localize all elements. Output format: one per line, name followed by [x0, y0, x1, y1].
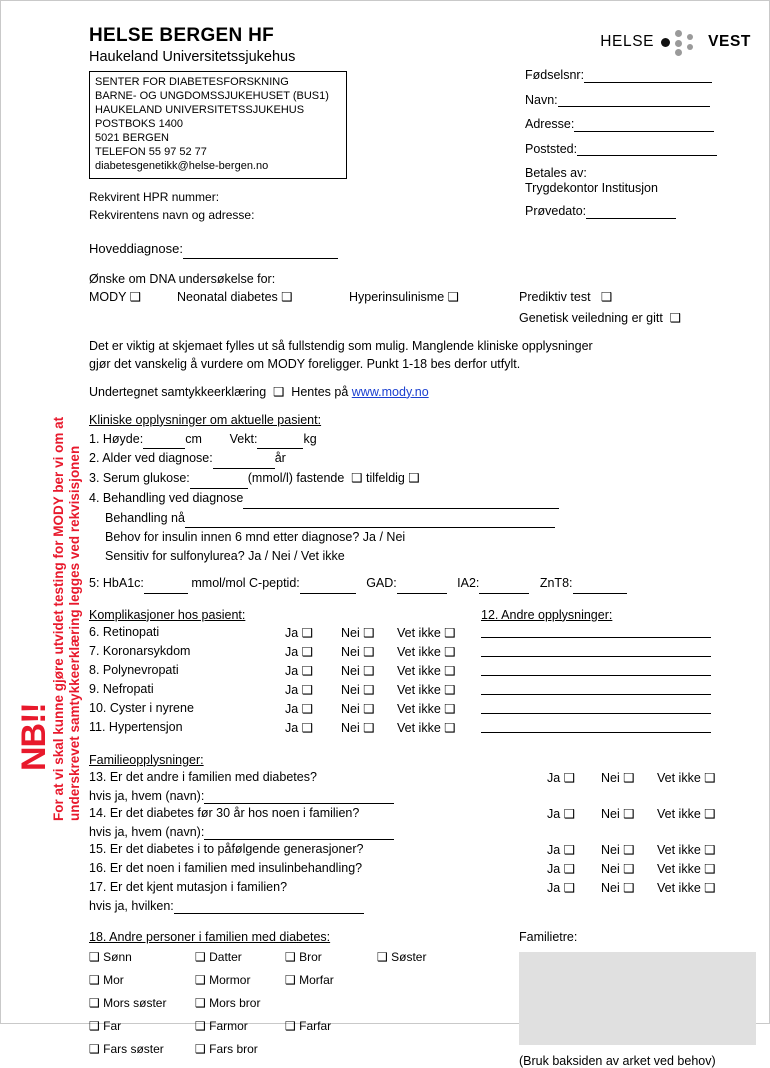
checkbox-ja[interactable]: Ja ❑	[285, 624, 313, 640]
relatives-row	[89, 973, 479, 996]
checkbox-vet-ikke[interactable]: Vet ikke ❑	[397, 700, 456, 716]
other-info-line[interactable]	[481, 701, 711, 714]
checkbox-vet-ikke[interactable]: Vet ikke ❑	[657, 860, 716, 876]
other-info-line[interactable]	[481, 720, 711, 733]
checkbox-vet-ikke[interactable]: Vet ikke ❑	[657, 805, 716, 821]
other-info-title: 12. Andre opplysninger:	[481, 607, 613, 622]
checkbox-nei[interactable]: Nei ❑	[601, 841, 635, 857]
checkbox-fars-soster[interactable]: ❑ Fars søster	[89, 1041, 164, 1056]
checkbox-vet-ikke[interactable]: Vet ikke ❑	[657, 841, 716, 857]
betales-av-label: Betales av:	[525, 166, 587, 180]
logo-dots-icon	[661, 29, 701, 55]
question-label: 16. Er det noen i familien med insulinbehandling?	[89, 860, 363, 875]
family-14-hvis[interactable]: hvis ja, hvem (navn):	[89, 825, 751, 840]
relatives-section	[89, 929, 751, 1068]
clinical-row-4b[interactable]: Behandling nå	[89, 509, 751, 529]
form-content	[89, 25, 751, 1068]
clinical-row-3[interactable]: 3. Serum glukose: (mmol/l) fastende ❑ tilfeldig ❑	[89, 469, 751, 489]
question-label: 14. Er det diabetes før 30 år hos noen i familien?	[89, 805, 360, 820]
relatives-row	[89, 950, 479, 973]
checkbox-nei[interactable]: Nei ❑	[341, 681, 375, 697]
lab-values-row[interactable]: 5: HbA1c: mmol/mol C-peptid: GAD: IA2: ZnT8:	[89, 574, 751, 594]
field-provedato[interactable]: Prøvedato:	[525, 205, 751, 219]
checkbox-farfar[interactable]: ❑ Farfar	[285, 1018, 332, 1033]
checkbox-bror[interactable]: ❑ Bror	[285, 949, 322, 964]
family-section-title: Familieopplysninger:	[89, 752, 204, 767]
address-line: POSTBOKS 1400	[95, 118, 184, 131]
relatives-title: 18. Andre personer i familien med diabetes:	[89, 929, 331, 944]
checkbox-vet-ikke[interactable]: Vet ikke ❑	[397, 719, 456, 735]
family-question-16	[89, 861, 751, 880]
address-email: diabetesgenetikk@helse-bergen.no	[95, 160, 269, 173]
logo-word-vest: VEST	[708, 33, 751, 50]
clinical-row-4[interactable]: 4. Behandling ved diagnose	[89, 489, 751, 509]
checkbox-nei[interactable]: Nei ❑	[601, 805, 635, 821]
consent-line: Undertegnet samtykkeerklæring ❑ Hentes på www.mody.no	[89, 383, 429, 399]
checkbox-ja[interactable]: Ja ❑	[547, 879, 575, 895]
org-subtitle: Haukeland Universitetssjukehus	[89, 49, 296, 65]
field-adresse[interactable]: Adresse:	[525, 118, 751, 132]
clinical-section-title: Kliniske opplysninger om aktuelle pasient:	[89, 412, 322, 427]
question-label: 17. Er det kjent mutasjon i familien?	[89, 879, 288, 894]
hoveddiagnose-field[interactable]: Hoveddiagnose:	[89, 239, 751, 260]
relatives-row	[89, 996, 479, 1019]
nb-note-line-2: underskrevet samtykkeerklæring legges ved rekvisisjonen	[67, 445, 82, 821]
consent-hentes: Hentes på	[291, 384, 349, 399]
checkbox-ja[interactable]: Ja ❑	[285, 719, 313, 735]
checkbox-nei[interactable]: Nei ❑	[341, 719, 375, 735]
nb-note-line-1: For at vi skal kunne gjøre utvidet testing for MODY ber vi om at	[51, 416, 66, 821]
helse-vest-logo	[600, 29, 751, 55]
family-question-15	[89, 842, 751, 861]
checkbox-mormor[interactable]: ❑ Mormor	[195, 972, 251, 987]
field-poststed[interactable]: Poststed:	[525, 143, 751, 157]
address-line: TELEFON 55 97 52 77	[95, 146, 207, 159]
other-info-line[interactable]	[481, 644, 711, 657]
nb-sidebar	[9, 1, 82, 1025]
checkbox-vet-ikke[interactable]: Vet ikke ❑	[397, 624, 456, 640]
field-navn[interactable]: Navn:	[525, 94, 751, 108]
clinical-row-insulin[interactable]: Behov for insulin innen 6 mnd etter diagnose? Ja / Nei	[105, 530, 406, 545]
table-row	[89, 720, 751, 739]
complication-label: 11. Hypertensjon	[89, 719, 183, 734]
address-line: HAUKELAND UNIVERSITETSSJUKEHUS	[95, 104, 305, 117]
checkbox-hyperinsulinisme[interactable]: Hyperinsulinisme ❑	[349, 289, 459, 305]
checkbox-ja[interactable]: Ja ❑	[285, 681, 313, 697]
clinical-lines	[89, 430, 751, 566]
checkbox-far[interactable]: ❑ Far	[89, 1018, 122, 1033]
org-title: HELSE BERGEN HF	[89, 25, 275, 46]
family-question-13	[89, 770, 751, 789]
mody-website-link[interactable]: www.mody.no	[351, 384, 429, 399]
familietre-note: (Bruk baksiden av arket ved behov)	[519, 1053, 716, 1068]
checkbox-vet-ikke[interactable]: Vet ikke ❑	[397, 681, 456, 697]
notice-line-2: gjør det vanskelig å vurdere om MODY foreligger. Punkt 1-18 bes derfor utfylt.	[89, 356, 521, 371]
checkbox-datter[interactable]: ❑ Datter	[195, 949, 242, 964]
dna-options-row	[89, 289, 751, 308]
checkbox-vet-ikke[interactable]: Vet ikke ❑	[657, 769, 716, 785]
checkbox-nei[interactable]: Nei ❑	[601, 860, 635, 876]
hpr-number-field[interactable]: Rekvirent HPR nummer:	[89, 189, 220, 204]
notice-paragraph	[89, 338, 751, 374]
checkbox-ja[interactable]: Ja ❑	[285, 662, 313, 678]
checkbox-ja[interactable]: Ja ❑	[285, 643, 313, 659]
betales-av-options[interactable]: Trygdekontor Institusjon	[525, 180, 658, 195]
dna-request-title: Ønske om DNA undersøkelse for:	[89, 272, 276, 287]
relatives-row	[89, 1042, 479, 1065]
checkbox-ja[interactable]: Ja ❑	[547, 860, 575, 876]
checkbox-mors-soster[interactable]: ❑ Mors søster	[89, 995, 167, 1010]
complications-title: Komplikasjoner hos pasient:	[89, 607, 246, 622]
checkbox-mor[interactable]: ❑ Mor	[89, 972, 124, 987]
family-13-hvis[interactable]: hvis ja, hvem (navn):	[89, 789, 751, 804]
family-question-14	[89, 806, 751, 825]
table-row	[89, 663, 751, 682]
nb-exclamation: NB!!	[15, 703, 53, 771]
complication-label: 7. Koronarsykdom	[89, 643, 191, 658]
relatives-row	[89, 1019, 479, 1042]
checkbox-morfar[interactable]: ❑ Morfar	[285, 972, 334, 987]
clinical-row-1[interactable]: 1. Høyde: cm Vekt: kg	[89, 430, 751, 450]
checkbox-nei[interactable]: Nei ❑	[341, 624, 375, 640]
clinical-row-sulfonylurea[interactable]: Sensitiv for sulfonylurea? Ja / Nei / Vet ikke	[105, 549, 345, 564]
other-info-line[interactable]	[481, 682, 711, 695]
question-label: 15. Er det diabetes i to påfølgende generasjoner?	[89, 841, 364, 856]
checkbox-neonatal-diabetes[interactable]: Neonatal diabetes ❑	[177, 289, 293, 305]
checkbox-vet-ikke[interactable]: Vet ikke ❑	[657, 879, 716, 895]
checkbox-ja[interactable]: Ja ❑	[285, 700, 313, 716]
complication-label: 8. Polynevropati	[89, 662, 179, 677]
checkbox-genetisk-veiledning[interactable]: Genetisk veiledning er gitt ❑	[519, 310, 682, 326]
other-info-line[interactable]	[481, 663, 711, 676]
checkbox-nei[interactable]: Nei ❑	[601, 879, 635, 895]
table-row	[89, 644, 751, 663]
checkbox-ja[interactable]: Ja ❑	[547, 769, 575, 785]
complication-label: 6. Retinopati	[89, 624, 160, 639]
clinical-row-2[interactable]: 2. Alder ved diagnose: år	[89, 449, 751, 469]
other-info-line[interactable]	[481, 625, 711, 638]
address-line: SENTER FOR DIABETESFORSKNING	[95, 76, 289, 88]
logo-word-helse: HELSE	[600, 33, 655, 50]
checkbox-nei[interactable]: Nei ❑	[601, 769, 635, 785]
complication-label: 9. Nefropati	[89, 681, 154, 696]
family-17-hvis[interactable]: hvis ja, hvilken:	[89, 899, 751, 914]
checkbox-soster[interactable]: ❑ Søster	[377, 949, 427, 964]
address-box	[89, 71, 347, 179]
checkbox-prediktiv-test[interactable]: Prediktiv test ❑	[519, 289, 613, 305]
complications-section	[89, 608, 751, 739]
familietre-label: Familietre:	[519, 929, 578, 944]
family-question-17	[89, 880, 751, 899]
checkbox-mody[interactable]: MODY ❑	[89, 289, 141, 305]
checkbox-nei[interactable]: Nei ❑	[341, 662, 375, 678]
patient-fields	[525, 69, 751, 230]
table-row	[89, 701, 751, 720]
address-line: 5021 BERGEN	[95, 132, 169, 145]
checkbox-vet-ikke[interactable]: Vet ikke ❑	[397, 662, 456, 678]
checkbox-farmor[interactable]: ❑ Farmor	[195, 1018, 248, 1033]
complication-label: 10. Cyster i nyrene	[89, 700, 194, 715]
checkbox-fars-bror[interactable]: ❑ Fars bror	[195, 1041, 258, 1056]
checkbox-nei[interactable]: Nei ❑	[341, 643, 375, 659]
requisitioner-name-field[interactable]: Rekvirentens navn og adresse:	[89, 208, 255, 223]
address-line: BARNE- OG UNGDOMSSJUKEHUSET (BUS1)	[95, 90, 329, 103]
checkbox-sonn[interactable]: ❑ Sønn	[89, 949, 132, 964]
notice-line-1: Det er viktig at skjemaet fylles ut så fullstendig som mulig. Manglende kliniske opplysninger	[89, 339, 593, 354]
familietre-drawing-area[interactable]	[519, 952, 756, 1045]
checkbox-ja[interactable]: Ja ❑	[547, 841, 575, 857]
table-row	[89, 625, 751, 644]
table-row	[89, 682, 751, 701]
checkbox-ja[interactable]: Ja ❑	[547, 805, 575, 821]
checkbox-nei[interactable]: Nei ❑	[341, 700, 375, 716]
checkbox-mors-bror[interactable]: ❑ Mors bror	[195, 995, 261, 1010]
relatives-grid	[89, 950, 479, 1065]
field-fodselsnr[interactable]: Fødselsnr:	[525, 69, 751, 83]
checkbox-vet-ikke[interactable]: Vet ikke ❑	[397, 643, 456, 659]
question-label: 13. Er det andre i familien med diabetes?	[89, 769, 317, 784]
consent-label: Undertegnet samtykkeerklæring	[89, 384, 267, 399]
